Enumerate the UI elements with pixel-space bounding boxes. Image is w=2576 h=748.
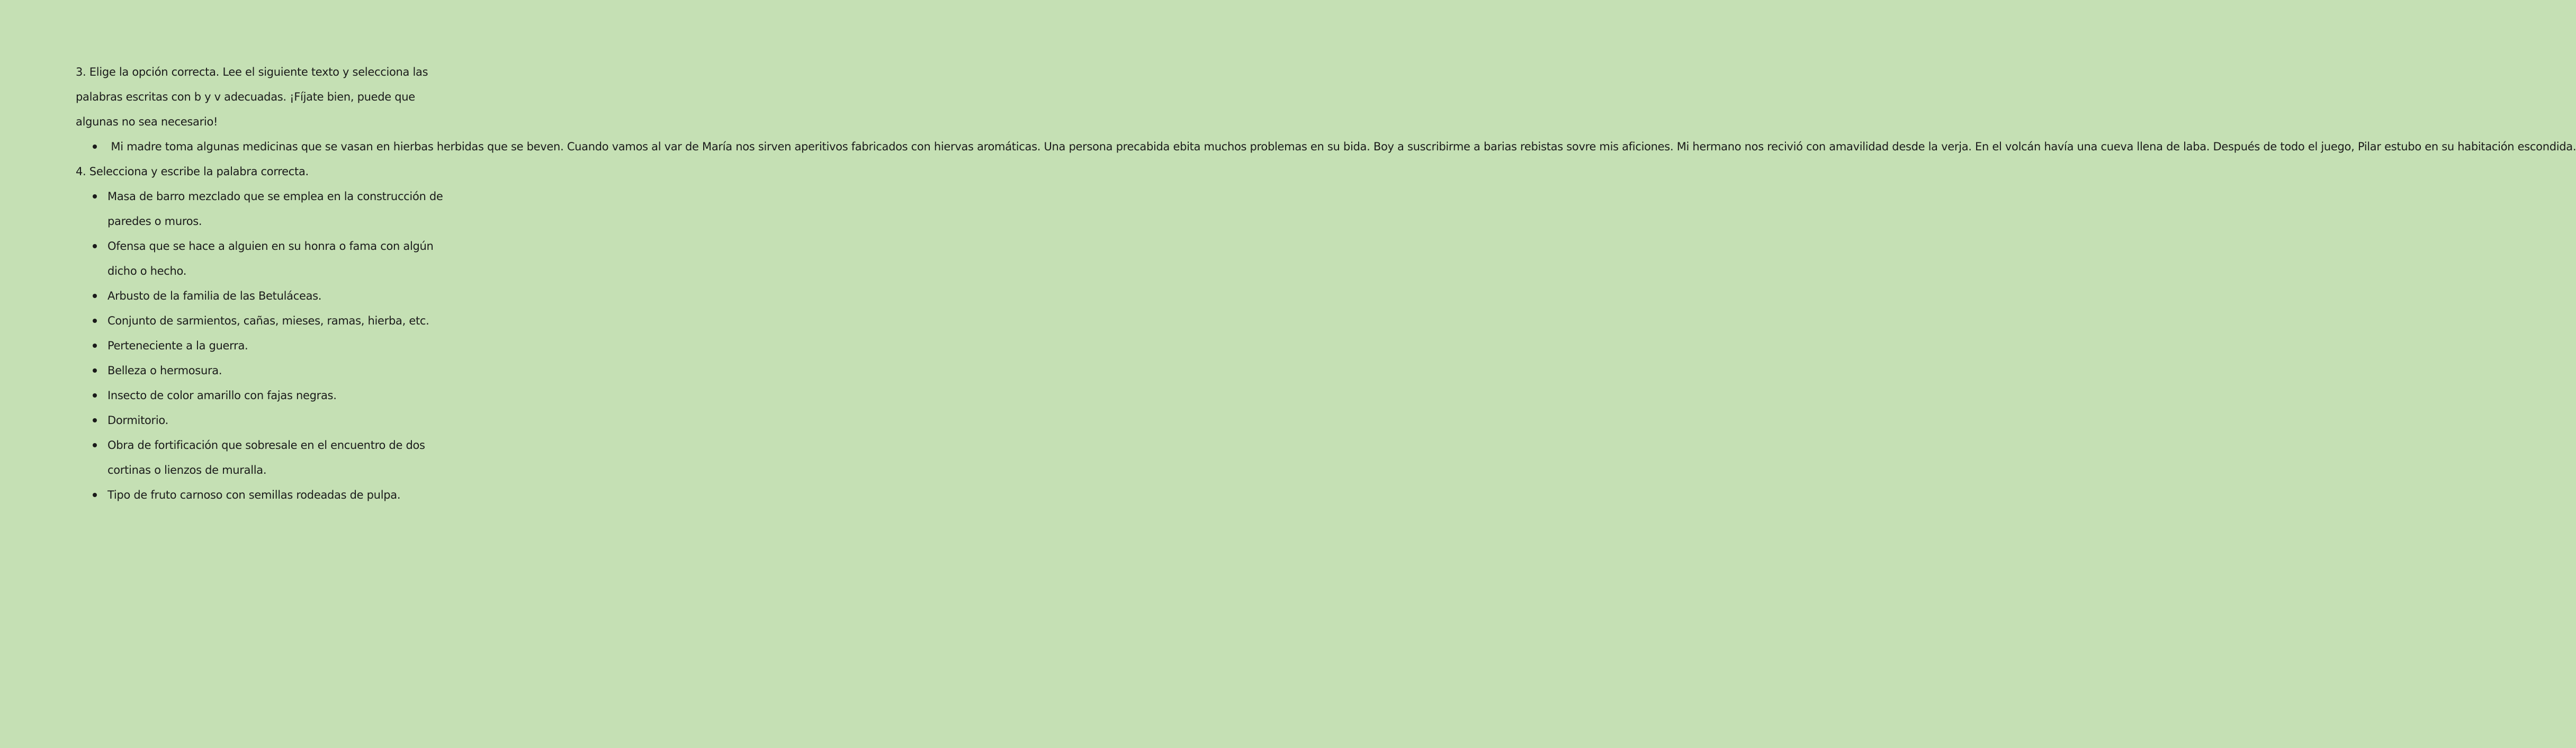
worksheet-content bbox=[76, 60, 2576, 508]
list-item: Obra de fortificación que sobresale en el encuentro de dos cortinas o lienzos de muralla. bbox=[76, 433, 452, 483]
list-item: Tipo de fruto carnoso con semillas rodeadas de pulpa. bbox=[76, 483, 452, 508]
exercise-4-list bbox=[76, 184, 452, 508]
list-item: Masa de barro mezclado que se emplea en la construcción de paredes o muros. bbox=[76, 184, 452, 234]
exercise-3-paragraph-text: Mi madre toma algunas medicinas que se vasan en hierbas herbidas que se beven. Cuando vamos al var de María nos sirven aperitivos fabricados con hiervas aromáticas. Una persona precabida ebita muchos problemas en su bida. Boy a suscribirme a barias rebistas sovre mis aficiones. Mi hermano nos recivió con amavilidad desde la verja. En el volcán havía una cueva llena de laba. Después de todo el juego, Pilar estubo en su habitación escondida. bbox=[107, 140, 2576, 153]
list-item: Conjunto de sarmientos, cañas, mieses, ramas, hierba, etc. bbox=[76, 309, 452, 334]
exercise-3-heading: 3. Elige la opción correcta. Lee el siguiente texto y selecciona las palabras escritas con b y v adecuadas. ¡Fíjate bien, puede que algunas no sea necesario! bbox=[76, 66, 428, 128]
list-item: Dormitorio. bbox=[76, 408, 452, 433]
list-item: Insecto de color amarillo con fajas negras. bbox=[76, 383, 452, 408]
list-item: Ofensa que se hace a alguien en su honra o fama con algún dicho o hecho. bbox=[76, 234, 452, 284]
list-item: Arbusto de la familia de las Betuláceas. bbox=[76, 284, 452, 309]
list-item: Perteneciente a la guerra. bbox=[76, 334, 452, 358]
exercise-3-list bbox=[76, 134, 2576, 159]
list-item: Belleza o hermosura. bbox=[76, 358, 452, 383]
exercise-4-heading: 4. Selecciona y escribe la palabra correcta. bbox=[76, 165, 309, 178]
exercise-3-paragraph bbox=[76, 134, 2576, 159]
